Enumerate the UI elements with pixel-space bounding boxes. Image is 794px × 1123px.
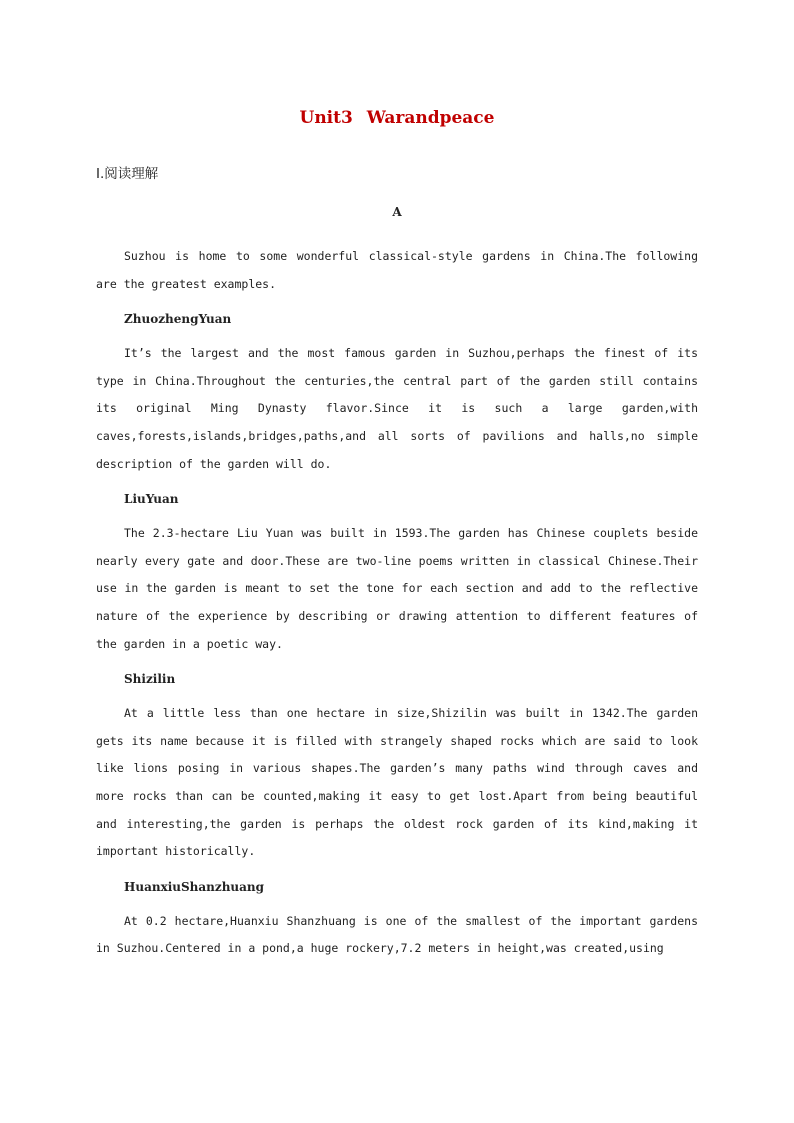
garden-paragraph-shizilin: At a little less than one hectare in size,Shizilin was built in 1342.The garden gets its name because it is filled with strangely shaped rocks which are said to look like lions posing in various shapes.The garden’s many paths wind through caves and more rocks than can be counted,making it easy to get lost.Apart from being beautiful and interesting,the garden is perhaps the oldest rock garden of its kind,making it important historically. — [96, 706, 698, 859]
garden-paragraph-huanxiushanzhuang: At 0.2 hectare,Huanxiu Shanzhuang is one of the smallest of the important gardens in Suzhou.Centered in a pond,a huge rockery,7.2 meters in height,was created,using — [96, 913, 698, 956]
intro-paragraph: Suzhou is home to some wonderful classical-style gardens in China.The following are the greatest examples. — [96, 249, 698, 291]
section-label: Ⅰ.阅读理解 — [96, 166, 159, 182]
passage-label: A — [392, 205, 402, 219]
document-title: Unit3 Warandpeace — [299, 108, 495, 128]
garden-heading-shizilin: Shizilin — [124, 672, 176, 687]
garden-heading-huanxiushanzhuang: HuanxiuShanzhuang — [124, 879, 265, 894]
garden-heading-zhuozhengyuan: ZhuozhengYuan — [124, 312, 232, 327]
garden-paragraph-liuyuan: The 2.3-hectare Liu Yuan was built in 1593.The garden has Chinese couplets beside nearly every gate and door.These are two-line poems written in classical Chinese.Their use in the garden is meant to set the tone for each section and add to the reflective nature of the experience by describing or drawing attention to different features of the garden in a poetic way. — [96, 526, 698, 651]
garden-paragraph-zhuozhengyuan: It’s the largest and the most famous garden in Suzhou,perhaps the finest of its type in China.Throughout the centuries,the central part of the garden still contains its original Ming Dynasty flavor.Since it is such a large garden,with caves,forests,islands,bridges,paths,and all sorts of pavilions and halls,no simple description of the garden will do. — [96, 346, 698, 471]
passage-body — [96, 243, 698, 963]
garden-heading-liuyuan: LiuYuan — [124, 492, 179, 507]
